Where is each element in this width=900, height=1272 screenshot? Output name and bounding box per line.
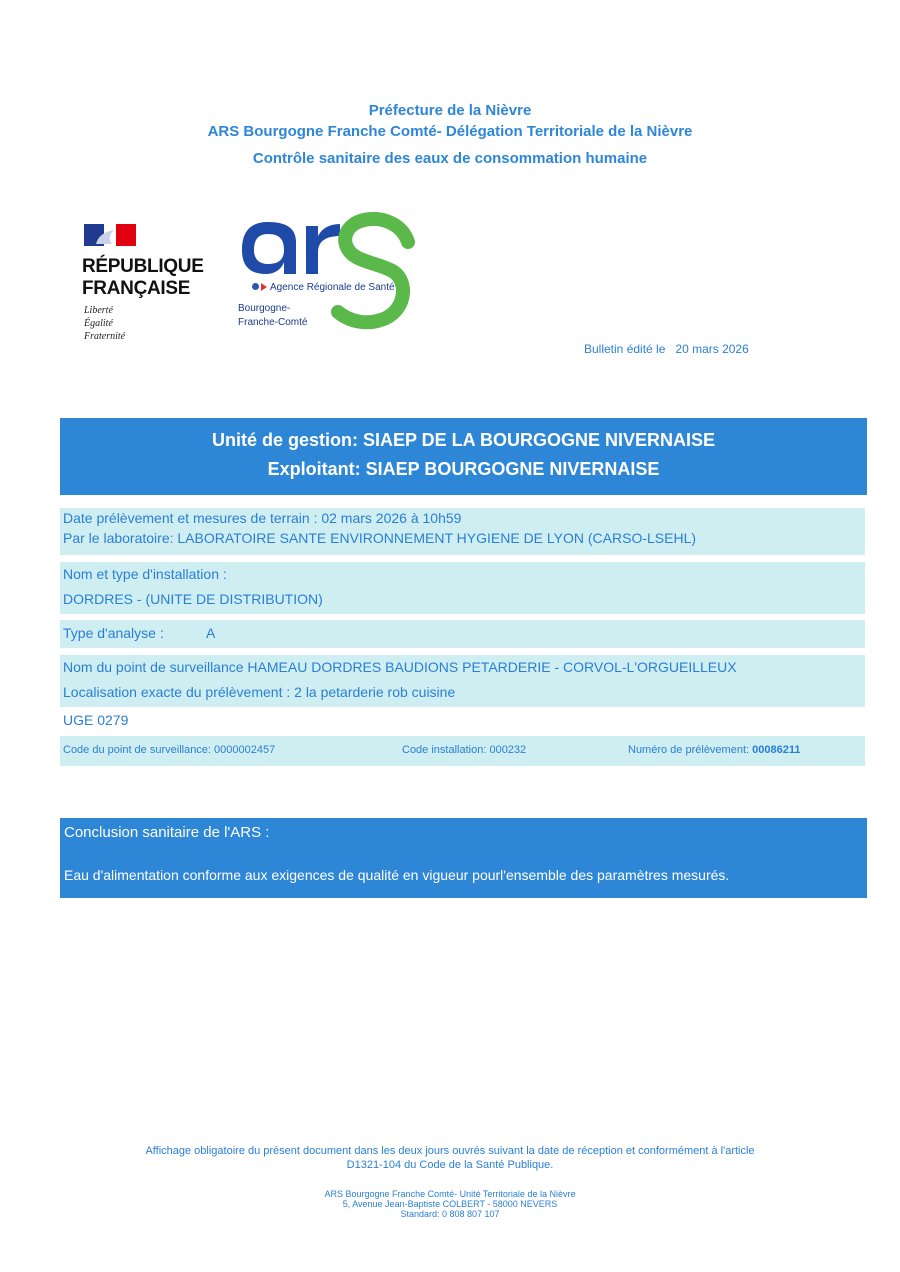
code-point-surveillance: Code du point de surveillance: 0000002457 [63, 744, 276, 756]
header-controle-sanitaire: Contrôle sanitaire des eaux de consommation humaine [252, 150, 648, 167]
sampling-row [60, 508, 865, 555]
sampling-date: Date prélèvement et mesures de terrain : 02 mars 2026 à 10h59 [63, 510, 462, 526]
header-prefecture: Préfecture de la Nièvre [368, 102, 532, 119]
conclusion-text: Eau d'alimentation conforme aux exigences de qualité en vigueur pourl'ensemble des paramètres mesurés. [64, 867, 730, 883]
surveillance-row [60, 655, 865, 707]
numero-prelevement: Numéro de prélèvement: 00086211 [628, 744, 801, 756]
unite-gestion: Unité de gestion: SIAEP DE LA BOURGOGNE NIVERNAISE [211, 430, 716, 450]
installation-label: Nom et type d'installation : [63, 566, 227, 582]
analysis-type-row [60, 620, 865, 648]
footer-address: ARS Bourgogne Franche Comté- Unité Territoriale de la Nièvre 5, Avenue Jean-Baptiste COLBERT - 58000 NEVERS Standard: 0 808 807 107 [324, 1189, 576, 1219]
document-header [0, 102, 900, 167]
exploitant: Exploitant: SIAEP BOURGOGNE NIVERNAISE [267, 459, 660, 479]
footer-notice: Affichage obligatoire du présent document dans les deux jours ouvrés suivant la date de réception et conformément à l'article D1321-104 du Code de la Santé Publique. [145, 1145, 755, 1171]
marianne-flag-icon [84, 224, 136, 246]
ars-region-label: Bourgogne- Franche-Comté [238, 303, 308, 328]
bulletin-date [584, 342, 749, 356]
rf-title: RÉPUBLIQUE FRANÇAISE [82, 256, 204, 299]
rf-motto: Liberté Égalité Fraternité [84, 305, 126, 342]
bulletin-date-value: 20 mars 2026 [675, 342, 749, 356]
installation-value: DORDRES - (UNITE DE DISTRIBUTION) [63, 591, 323, 607]
analysis-type-value: A [206, 625, 216, 641]
installation-row [60, 562, 865, 614]
uge-code: UGE 0279 [63, 712, 129, 728]
bulletin-label: Bulletin édité le [584, 342, 666, 356]
codes-row [60, 736, 865, 766]
surveillance-point: Nom du point de surveillance HAMEAU DORDRES BAUDIONS PETARDERIE - CORVOL-L'ORGUEILLEUX [63, 659, 737, 675]
ars-logo [232, 212, 432, 340]
analysis-type-label: Type d'analyse : [63, 625, 164, 641]
laboratory: Par le laboratoire: LABORATOIRE SANTE ENVIRONNEMENT HYGIENE DE LYON (CARSO-LSEHL) [63, 530, 697, 546]
ars-agency-label: Agence Régionale de Santé [252, 282, 395, 293]
conclusion-title: Conclusion sanitaire de l'ARS : [64, 824, 270, 841]
conclusion-box [60, 818, 867, 898]
code-installation: Code installation: 000232 [402, 744, 527, 756]
header-ars-delegation: ARS Bourgogne Franche Comté- Délégation Territoriale de la Nièvre [207, 123, 693, 140]
management-banner [60, 418, 867, 495]
sampling-location: Localisation exacte du prélèvement : 2 la petarderie rob cuisine [63, 684, 456, 700]
